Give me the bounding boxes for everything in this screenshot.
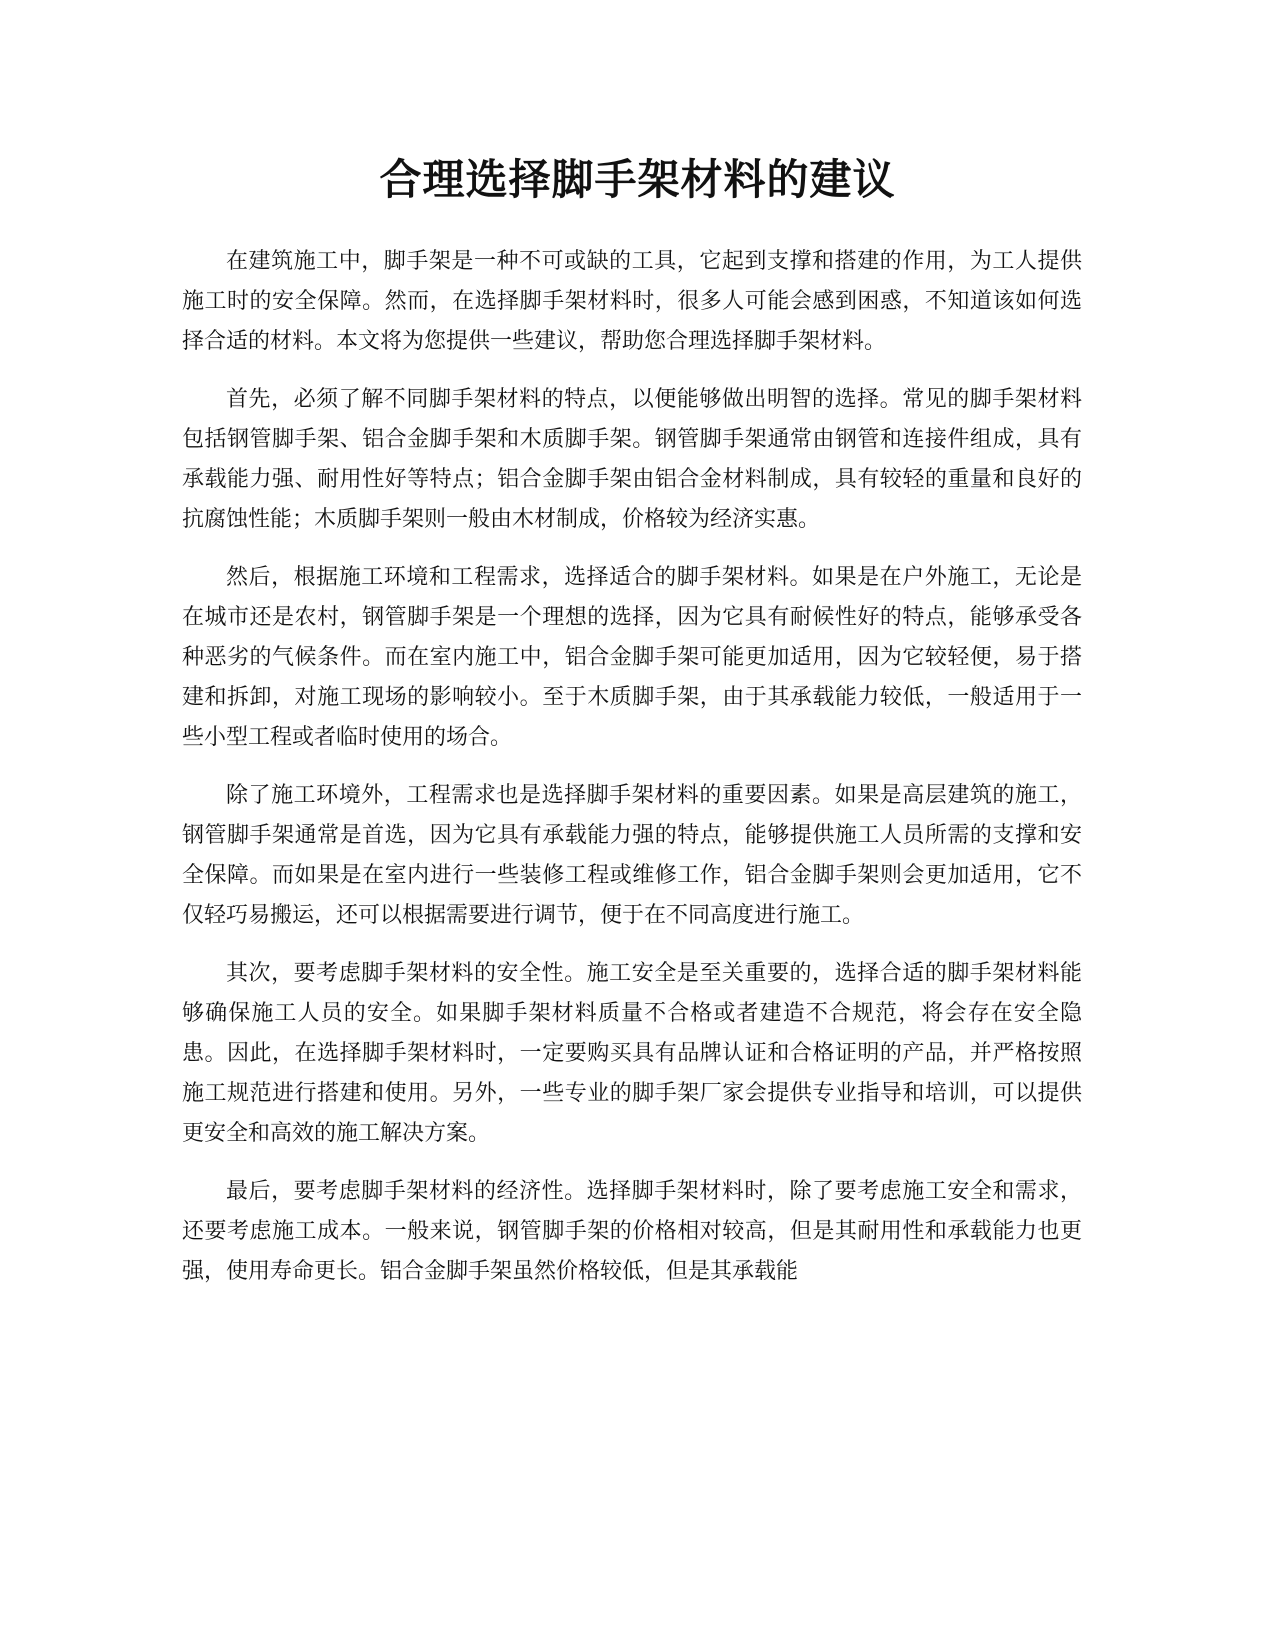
paragraph-safety: 其次，要考虑脚手架材料的安全性。施工安全是至关重要的，选择合适的脚手架材料能够确保施工人员的安全。如果脚手架材料质量不合格或者建造不合规范，将会存在安全隐患。因此，在选择脚手架材料时，一定要购买具有品牌认证和合格证明的产品，并严格按照施工规范进行搭建和使用。另外，一些专业的脚手架厂家会提供专业指导和培训，可以提供更安全和高效的施工解决方案。: [182, 961, 1082, 1146]
paragraph-economy: 最后，要考虑脚手架材料的经济性。选择脚手架材料时，除了要考虑施工安全和需求，还要考虑施工成本。一般来说，钢管脚手架的价格相对较高，但是其耐用性和承载能力也更强，使用寿命更长。铝合金脚手架虽然价格较低，但是其承载能: [182, 1179, 1082, 1284]
paragraph-intro: 在建筑施工中，脚手架是一种不可或缺的工具，它起到支撑和搭建的作用，为工人提供施工时的安全保障。然而，在选择脚手架材料时，很多人可能会感到困惑，不知道该如何选择合适的材料。本文将为您提供一些建议，帮助您合理选择脚手架材料。: [182, 249, 1082, 354]
paragraph-material-types: 首先，必须了解不同脚手架材料的特点，以便能够做出明智的选择。常见的脚手架材料包括钢管脚手架、铝合金脚手架和木质脚手架。钢管脚手架通常由钢管和连接件组成，具有承载能力强、耐用性好等特点；铝合金脚手架由铝合金材料制成，具有较轻的重量和良好的抗腐蚀性能；木质脚手架则一般由木材制成，价格较为经济实惠。: [182, 387, 1082, 532]
document-body: [182, 242, 1082, 1310]
paragraph-project-needs: 除了施工环境外，工程需求也是选择脚手架材料的重要因素。如果是高层建筑的施工，钢管脚手架通常是首选，因为它具有承载能力强的特点，能够提供施工人员所需的支撑和安全保障。而如果是在室内进行一些装修工程或维修工作，铝合金脚手架则会更加适用，它不仅轻巧易搬运，还可以根据需要进行调节，便于在不同高度进行施工。: [182, 783, 1082, 928]
paragraph-environment: 然后，根据施工环境和工程需求，选择适合的脚手架材料。如果是在户外施工，无论是在城市还是农村，钢管脚手架是一个理想的选择，因为它具有耐候性好的特点，能够承受各种恶劣的气候条件。而在室内施工中，铝合金脚手架可能更加适用，因为它较轻便，易于搭建和拆卸，对施工现场的影响较小。至于木质脚手架，由于其承载能力较低，一般适用于一些小型工程或者临时使用的场合。: [182, 565, 1082, 750]
document-title: 合理选择脚手架材料的建议: [379, 155, 896, 204]
